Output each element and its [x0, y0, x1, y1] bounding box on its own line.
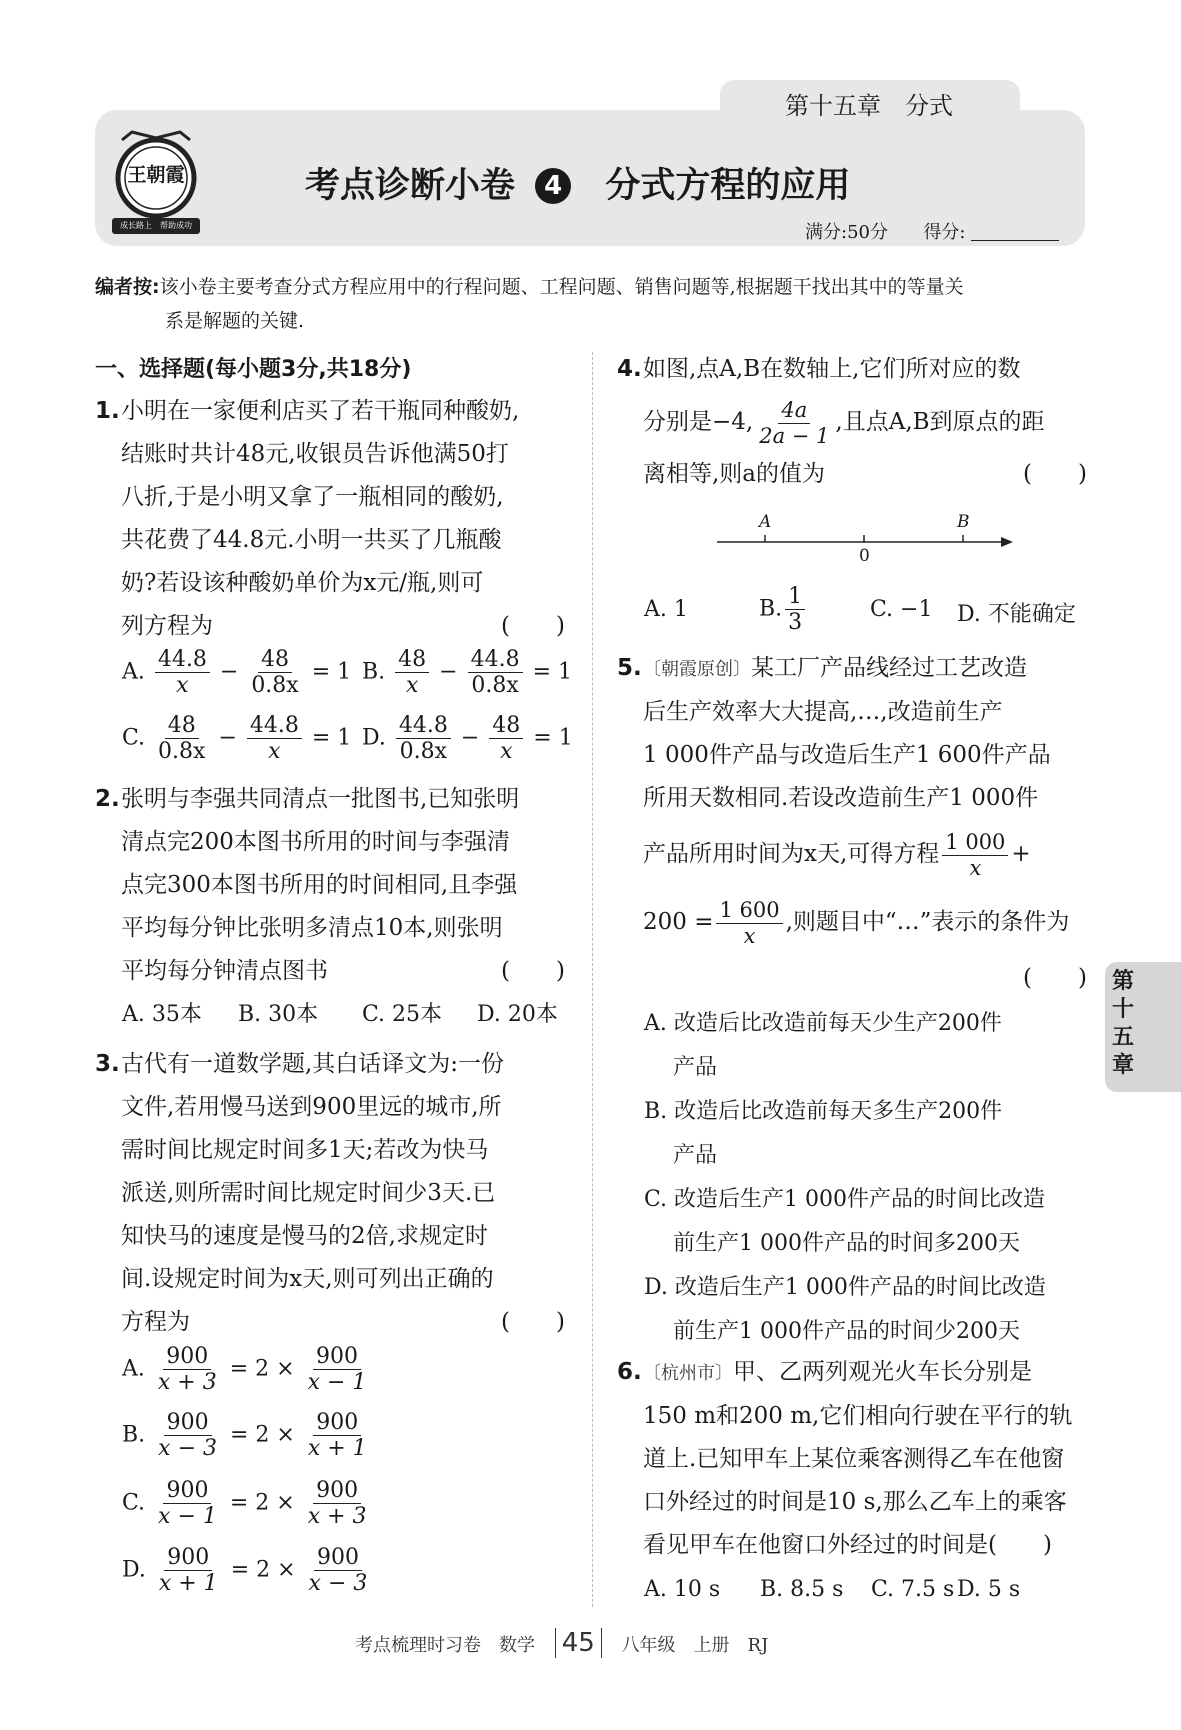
question-5 — [617, 647, 1087, 991]
page-number: 45 — [555, 1628, 602, 1658]
title-main: 分式方程的应用 — [605, 166, 851, 206]
q5-source-tag: 〔朝霞原创〕 — [643, 659, 751, 680]
q5-option-a[interactable]: A. 改造后比改造前每天少生产200件 产品 — [644, 1011, 1002, 1080]
axis-label-b: B — [957, 512, 970, 532]
section-title: 一、选择题(每小题3分,共18分) — [95, 357, 412, 382]
q5-line6a: 200 = — [643, 909, 714, 935]
q6-number: 6. — [617, 1359, 642, 1385]
q1-line: 共花费了44.8元.小明一共买了几瓶酸 — [121, 527, 502, 553]
q1-option-a[interactable]: A. $\frac{44.8}{x}$ − $\frac{48}{0.8x}$ = 1 — [122, 647, 352, 699]
q2-line: 张明与李强共同清点一批图书,已知张明 — [121, 786, 520, 812]
q5-number: 5. — [617, 655, 642, 681]
editor-note-label: 编者按: — [95, 276, 160, 298]
q2-answer-paren[interactable]: ( ) — [501, 958, 565, 984]
q5-options — [644, 1002, 1089, 1354]
q3-line: 派送,则所需时间比规定时间少3天.已 — [121, 1180, 496, 1206]
q2-line: 平均每分钟比张明多清点10本,则张明 — [121, 915, 503, 941]
q3-number: 3. — [95, 1051, 120, 1077]
q2-line: 点完300本图书所用的时间相同,且李强 — [121, 872, 518, 898]
q1-option-b[interactable]: B. $\frac{48}{x}$ − $\frac{44.8}{0.8x}$ = 1 — [362, 647, 573, 699]
q3-option-a[interactable]: A. $\frac{900}{x + 3}$ = 2 × $\frac{900}{x - 1}$ — [122, 1344, 367, 1396]
q6-option-b[interactable]: B. 8.5 s — [760, 1577, 844, 1602]
axis-label-a: A — [759, 512, 772, 532]
q2-number: 2. — [95, 786, 120, 812]
editor-note-line1: 该小卷主要考查分式方程应用中的行程问题、工程问题、销售问题等,根据题干找出其中的等量关 — [159, 276, 964, 298]
q1-option-d[interactable]: D. $\frac{44.8}{0.8x}$ − $\frac{48}{x}$ = 1 — [362, 713, 573, 765]
chapter-label: 第十五章 分式 — [785, 92, 953, 120]
q1-line: 结账时共计48元,收银员告诉他满50打 — [121, 441, 509, 467]
page-title — [305, 158, 850, 208]
q4-options — [644, 585, 1084, 645]
q5-option-c[interactable]: C. 改造后生产1 000件产品的时间比改造 前生产1 000件产品的时间多200天 — [644, 1187, 1046, 1256]
q2-option-c[interactable]: C. 25本 — [362, 1002, 443, 1027]
q5-line: 某工厂产品线经过工艺改造 — [751, 655, 1027, 681]
question-6 — [617, 1351, 1087, 1567]
q6-line: 道上.已知甲车上某位乘客测得乙车在他窗 — [643, 1446, 1065, 1472]
question-4 — [617, 348, 1087, 496]
q2-option-b[interactable]: B. 30本 — [238, 1002, 319, 1027]
q5-line: 后生产效率大大提高,…,改造前生产 — [643, 699, 1003, 725]
q4-line3: 离相等,则a的值为 — [643, 461, 826, 487]
q1-line: 列方程为 — [121, 613, 213, 639]
q4-option-c[interactable]: C. −1 — [870, 597, 933, 622]
q4-line2a: 分别是−4, — [643, 409, 754, 435]
q1-line: 小明在一家便利店买了若干瓶同种酸奶, — [121, 398, 520, 424]
question-2 — [95, 778, 565, 993]
q5-fraction-1: $\frac{1 000}{x}$ — [942, 831, 1008, 878]
q5-line: 1 000件产品与改造后生产1 600件产品 — [643, 742, 1051, 768]
q3-line: 间.设规定时间为x天,则可列出正确的 — [121, 1266, 494, 1292]
question-3 — [95, 1043, 565, 1344]
q5-line: 所用天数相同.若设改造前生产1 000件 — [643, 785, 1039, 811]
q3-line: 需时间比规定时间多1天;若改为快马 — [121, 1137, 489, 1163]
side-chapter-label: 第十五章 — [1112, 969, 1135, 1078]
q3-answer-paren[interactable]: ( ) — [501, 1309, 565, 1335]
q3-line: 文件,若用慢马送到900里远的城市,所 — [121, 1094, 502, 1120]
q2-option-a[interactable]: A. 35本 — [122, 1002, 202, 1027]
q5-answer-paren[interactable]: ( ) — [1023, 965, 1087, 991]
q4-line1: 如图,点A,B在数轴上,它们所对应的数 — [643, 356, 1021, 382]
q3-option-c[interactable]: C. $\frac{900}{x - 1}$ = 2 × $\frac{900}{x + 3}$ — [122, 1478, 367, 1530]
footer-left: 考点梳理时习卷 数学 — [355, 1635, 535, 1656]
q6-line: 口外经过的时间是10 s,那么乙车上的乘客 — [643, 1489, 1067, 1515]
number-line — [715, 510, 1015, 570]
score-blank[interactable] — [971, 240, 1059, 241]
q4-fraction: $\frac{4a}{2a - 1}$ — [759, 398, 830, 448]
q3-line: 方程为 — [121, 1309, 190, 1335]
q2-option-d[interactable]: D. 20本 — [477, 1002, 558, 1027]
q6-option-d[interactable]: D. 5 s — [957, 1577, 1021, 1602]
editor-note — [95, 270, 964, 338]
q6-line: 甲、乙两列观光火车长分别是 — [733, 1359, 1032, 1385]
q6-option-c[interactable]: C. 7.5 s — [871, 1577, 955, 1602]
question-1 — [95, 390, 565, 648]
title-number-badge: 4 — [535, 168, 571, 204]
q6-option-a[interactable]: A. 10 s — [644, 1577, 721, 1602]
logo-badge — [110, 122, 202, 240]
q3-line: 古代有一道数学题,其白话译文为:一份 — [121, 1051, 505, 1077]
q5-line5b: + — [1011, 841, 1031, 867]
footer-right: 八年级 上册 RJ — [621, 1635, 769, 1656]
editor-note-line2: 系是解题的关键. — [165, 310, 305, 332]
q2-line: 平均每分钟清点图书 — [121, 958, 328, 984]
q5-fraction-2: $\frac{1 600}{x}$ — [716, 899, 782, 946]
column-divider — [592, 352, 593, 1607]
q1-option-c[interactable]: C. $\frac{48}{0.8x}$ − $\frac{44.8}{x}$ = 1 — [122, 713, 352, 765]
score-line — [805, 218, 1059, 244]
q5-option-d[interactable]: D. 改造后生产1 000件产品的时间比改造 前生产1 000件产品的时间少200天 — [644, 1275, 1046, 1344]
q1-line: 奶?若设该种酸奶单价为x元/瓶,则可 — [121, 570, 484, 596]
q4-line2b: ,且点A,B到原点的距 — [835, 409, 1045, 435]
score-full: 满分:50分 — [805, 222, 888, 243]
q6-line: 看见甲车在他窗口外经过的时间是( ) — [643, 1532, 1052, 1558]
score-label: 得分: — [923, 222, 966, 243]
q6-source-tag: 〔杭州市〕 — [643, 1363, 733, 1384]
axis-label-origin: 0 — [859, 546, 870, 566]
q5-line5a: 产品所用时间为x天,可得方程 — [643, 841, 940, 867]
q3-option-d[interactable]: D. $\frac{900}{x + 1}$ = 2 × $\frac{900}{x - 3}$ — [122, 1545, 368, 1597]
logo-subtitle: 成长路上 帮助成功 — [120, 221, 192, 230]
q1-line: 八折,于是小明又拿了一瓶相同的酸奶, — [121, 484, 504, 510]
footer — [355, 1628, 768, 1658]
logo-text: 王朝霞 — [127, 164, 185, 186]
q1-answer-paren[interactable]: ( ) — [501, 613, 565, 639]
q4-option-d[interactable]: D. 不能确定 — [957, 602, 1076, 627]
title-prefix: 考点诊断小卷 — [305, 166, 516, 206]
q2-line: 清点完200本图书所用的时间与李强清 — [121, 829, 510, 855]
q6-line: 150 m和200 m,它们相向行驶在平行的轨 — [643, 1403, 1073, 1429]
q5-line6b: ,则题目中“…”表示的条件为 — [785, 909, 1070, 935]
q4-option-a[interactable]: A. 1 — [644, 597, 688, 622]
q3-line: 知快马的速度是慢马的2倍,求规定时 — [121, 1223, 488, 1249]
q4-number: 4. — [617, 356, 642, 382]
q5-option-b[interactable]: B. 改造后比改造前每天多生产200件 产品 — [644, 1099, 1003, 1168]
q3-option-b[interactable]: B. $\frac{900}{x - 3}$ = 2 × $\frac{900}{x + 1}$ — [122, 1410, 367, 1462]
q1-number: 1. — [95, 398, 120, 424]
q4-option-b[interactable]: B. $\frac{1}{3}$ — [759, 585, 808, 634]
q4-answer-paren[interactable]: ( ) — [1023, 461, 1087, 487]
